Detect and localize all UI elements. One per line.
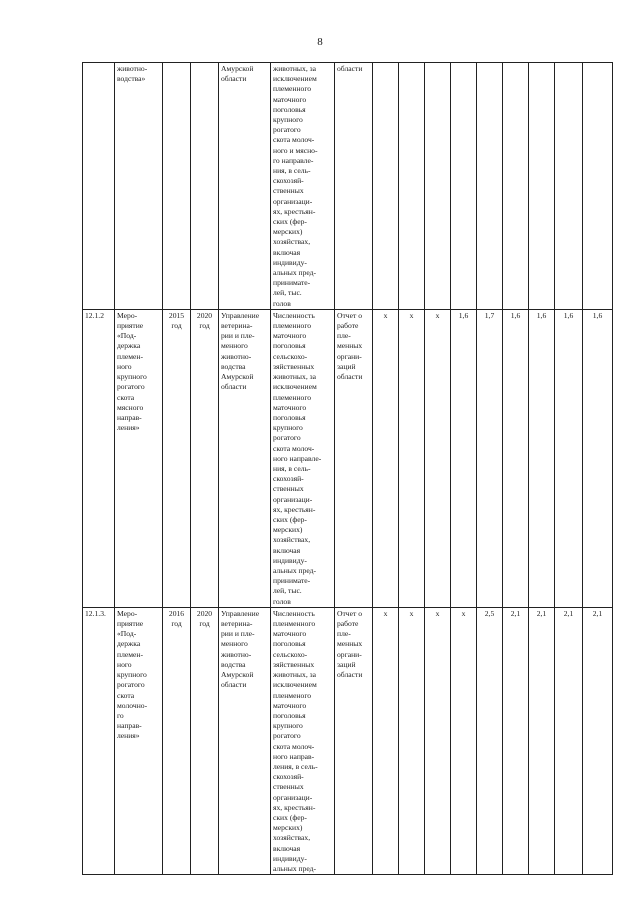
- activity-name: Меро- приятие «Под- держка племен- ного крупного рогатого скота молочно- го направ- ления»: [115, 607, 163, 874]
- indicator-description: Численность пленменного маточного поголовья сельскохо- зяйственных животных, за исключением пленменого маточного поголовья крупного рогатого скота молоч- ного направ- ления, в сель- скохозяй- ственных организаци- ях, крестьян- ских (фер- мерских) хозяйствах, включая индивиду- альных пред-: [271, 607, 335, 874]
- table-row: [83, 63, 613, 310]
- program-activities-table: [82, 62, 613, 875]
- indicator-value: [503, 63, 529, 310]
- start-year: 2015 год: [163, 309, 191, 607]
- indicator-value: [555, 63, 583, 310]
- indicator-value: 2,5: [477, 607, 503, 874]
- start-year: [163, 63, 191, 310]
- indicator-value: [373, 63, 399, 310]
- indicator-value: х: [425, 309, 451, 607]
- data-source: области: [335, 63, 373, 310]
- indicator-value: 2,1: [555, 607, 583, 874]
- page-number: 8: [317, 36, 323, 48]
- indicator-description: Численность племенного маточного поголовья сельскохо- зяйственных животных, за исключением племенного маточного поголовья крупного рогатого скота молоч- ного направле- ния, в сель- скохозяй- ственных организаци- ях, крестьян- ских (фер- мерских) хозяйствах, включая индивиду- альных пред- принимате- лей, тыс. голов: [271, 309, 335, 607]
- indicator-value: [477, 63, 503, 310]
- indicator-value: х: [425, 607, 451, 874]
- end-year: [191, 63, 219, 310]
- data-source: Отчет о работе пле- менных органи- заций области: [335, 309, 373, 607]
- indicator-value: 2,1: [503, 607, 529, 874]
- indicator-value: 1,6: [583, 309, 613, 607]
- indicator-value: х: [399, 309, 425, 607]
- indicator-value: х: [373, 607, 399, 874]
- start-year: 2016 год: [163, 607, 191, 874]
- indicator-value: 1,6: [529, 309, 555, 607]
- end-year: 2020 год: [191, 607, 219, 874]
- activity-name: Меро- приятие «Под- держка племен- ного крупного рогатого скота мясного направ- ления»: [115, 309, 163, 607]
- indicator-value: [451, 63, 477, 310]
- indicator-value: [529, 63, 555, 310]
- indicator-value: 1,6: [503, 309, 529, 607]
- indicator-value: [399, 63, 425, 310]
- end-year: 2020 год: [191, 309, 219, 607]
- indicator-value: х: [399, 607, 425, 874]
- indicator-value: 1,6: [451, 309, 477, 607]
- indicator-value: х: [451, 607, 477, 874]
- table-row: [83, 309, 613, 607]
- indicator-value: х: [373, 309, 399, 607]
- indicator-value: 2,1: [529, 607, 555, 874]
- indicator-value: [425, 63, 451, 310]
- row-number: 12.1.3.: [83, 607, 115, 874]
- indicator-value: 2,1: [583, 607, 613, 874]
- indicator-value: [583, 63, 613, 310]
- responsible-executor: Амурской области: [219, 63, 271, 310]
- row-number: [83, 63, 115, 310]
- row-number: 12.1.2: [83, 309, 115, 607]
- responsible-executor: Управление ветерина- рии и пле- менного животно- водства Амурской области: [219, 607, 271, 874]
- data-source: Отчет о работе пле- менных органи- заций области: [335, 607, 373, 874]
- indicator-description: животных, за исключением племенного маточного поголовья крупного рогатого скота молоч- ного и мясно- го направле- ния, в сель- скохозяй- ственных организаци- ях, крестьян- ских (фер- мерских) хозяйствах, включая индивиду- альных пред- принимате- лей, тыс. голов: [271, 63, 335, 310]
- table-row: [83, 607, 613, 874]
- activity-name: животно- водства»: [115, 63, 163, 310]
- responsible-executor: Управление ветерина- рии и пле- менного животно- водства Амурской области: [219, 309, 271, 607]
- indicator-value: 1,7: [477, 309, 503, 607]
- indicator-value: 1,6: [555, 309, 583, 607]
